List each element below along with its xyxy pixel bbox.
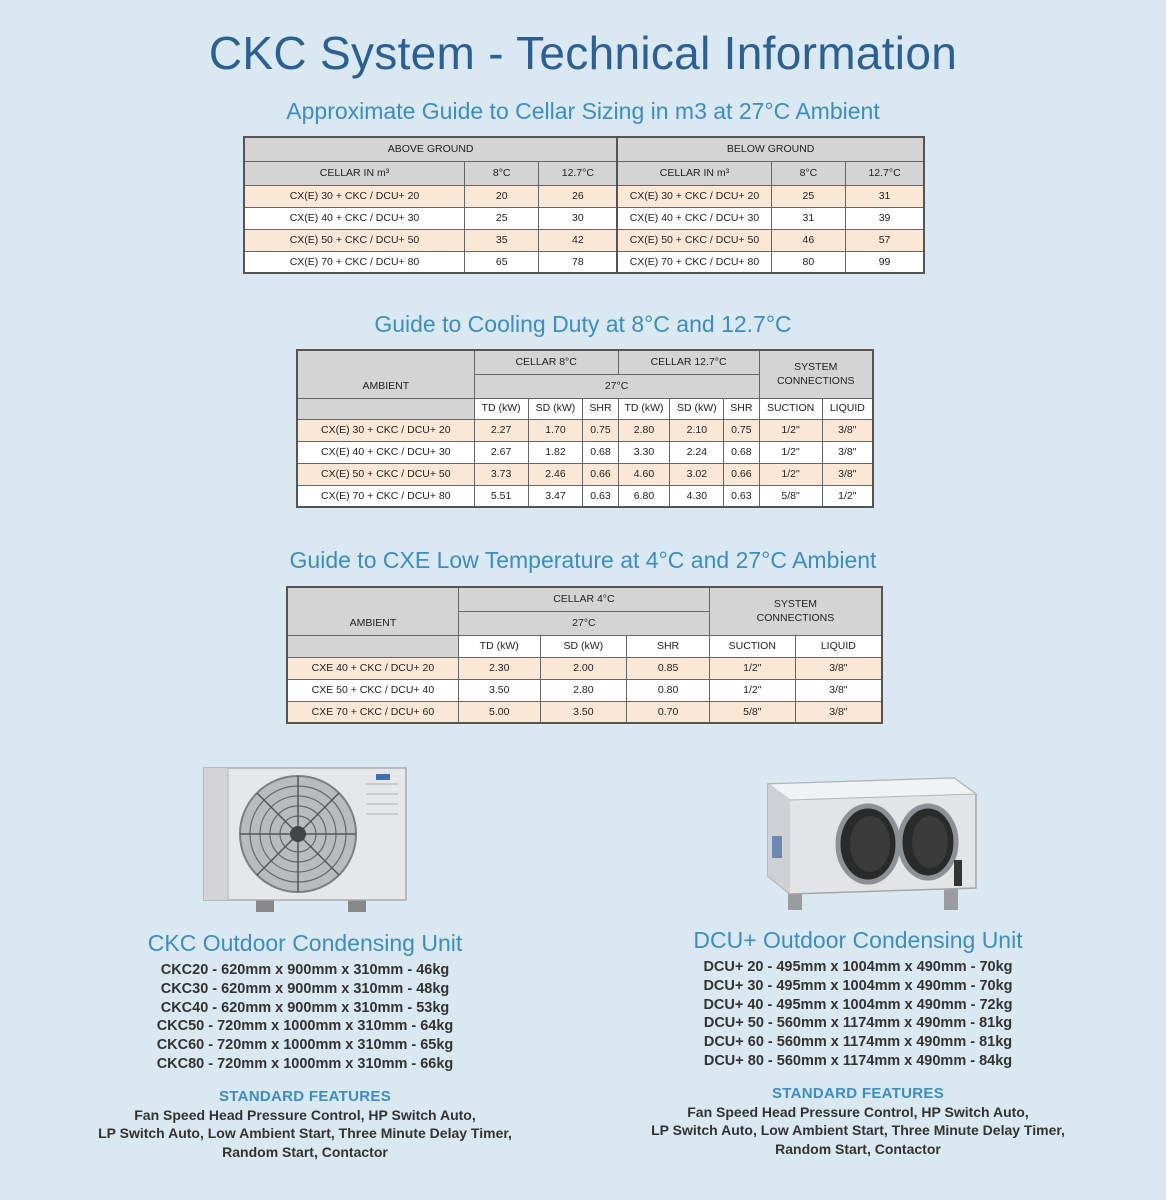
blank-header — [287, 635, 458, 657]
col-header-td: TD (kW) — [474, 398, 528, 419]
table-cell: 4.60 — [618, 463, 670, 485]
col-header-shr: SHR — [724, 398, 759, 419]
dcu-feature-line: Fan Speed Head Pressure Control, HP Switch Auto, — [687, 1103, 1029, 1120]
table-cell: CX(E) 30 + CKC / DCU+ 20 — [617, 185, 771, 207]
table-cell: 2.80 — [618, 419, 670, 441]
ckc-spec-line: CKC30 - 620mm x 900mm x 310mm - 48kg — [160, 980, 450, 997]
table-cell: 1/2" — [759, 463, 822, 485]
col-header-127c: 12.7°C — [846, 161, 924, 185]
table-cell: 0.66 — [583, 463, 618, 485]
col-header-td: TD (kW) — [458, 635, 540, 657]
dcu-spec-line: DCU+ 80 - 560mm x 1174mm x 490mm - 84kg — [703, 1052, 1013, 1069]
dcu-title: DCU+ Outdoor Condensing Unit — [693, 927, 1023, 953]
ambient-temp-header: 27°C — [458, 611, 709, 635]
ckc-spec-line: CKC80 - 720mm x 1000mm x 310mm - 66kg — [156, 1055, 454, 1072]
ckc-features-title: STANDARD FEATURES — [218, 1087, 392, 1105]
table-cell: 6.80 — [618, 485, 670, 507]
table-cell: 3/8" — [822, 441, 873, 463]
col-header-shr: SHR — [627, 635, 710, 657]
col-header-td: TD (kW) — [618, 398, 670, 419]
table-row — [297, 485, 873, 507]
cellar-127c-header: CELLAR 12.7°C — [618, 350, 759, 374]
table-cell: 3.30 — [618, 441, 670, 463]
table-cell: 30 — [539, 207, 617, 229]
table-cell: 42 — [539, 229, 617, 251]
below-ground-header: BELOW GROUND — [617, 137, 924, 161]
table-cell: 0.63 — [724, 485, 759, 507]
sizing-heading: Approximate Guide to Cellar Sizing in m3 at 27°C Ambient — [286, 98, 880, 124]
col-header-cellar: CELLAR IN m³ — [244, 161, 464, 185]
table-cell: 0.75 — [583, 419, 618, 441]
system-label: SYSTEM — [794, 361, 838, 374]
dcu-info — [613, 927, 1103, 1158]
table-cell: CX(E) 30 + CKC / DCU+ 20 — [244, 185, 464, 207]
col-header-suction: SUCTION — [709, 635, 795, 657]
table-cell: 3/8" — [822, 419, 873, 441]
table-cell: 3.47 — [528, 485, 583, 507]
col-header-liquid: LIQUID — [795, 635, 882, 657]
table-cell: 99 — [846, 251, 924, 273]
table-cell: 1/2" — [822, 485, 873, 507]
table-row — [287, 679, 882, 701]
table-row — [244, 185, 924, 207]
table-cell: CX(E) 50 + CKC / DCU+ 50 — [244, 229, 464, 251]
col-header-8c: 8°C — [771, 161, 845, 185]
dcu-unit-image — [764, 776, 984, 914]
table-cell: CX(E) 40 + CKC / DCU+ 30 — [617, 207, 771, 229]
table-row — [244, 229, 924, 251]
dcu-spec-line: DCU+ 60 - 560mm x 1174mm x 490mm - 81kg — [703, 1034, 1013, 1051]
sizing-table — [243, 136, 925, 274]
table-cell: 3.50 — [458, 679, 540, 701]
table-cell: 20 — [464, 185, 538, 207]
col-header-8c: 8°C — [464, 161, 538, 185]
table-cell: 2.80 — [540, 679, 627, 701]
table-row — [287, 701, 882, 723]
table-cell: CX(E) 70 + CKC / DCU+ 80 — [297, 485, 474, 507]
ckc-unit-image — [198, 764, 412, 916]
table-row — [297, 463, 873, 485]
table-cell: 39 — [846, 207, 924, 229]
page-title: CKC System - Technical Information — [208, 27, 958, 79]
dcu-features-title: STANDARD FEATURES — [771, 1084, 945, 1102]
col-header-suction: SUCTION — [759, 398, 822, 419]
ambient-header: AMBIENT — [287, 587, 458, 635]
table-row — [287, 657, 882, 679]
table-cell: CX(E) 30 + CKC / DCU+ 20 — [297, 419, 474, 441]
ckc-spec-line: CKC20 - 620mm x 900mm x 310mm - 46kg — [160, 962, 450, 978]
dcu-spec-line: DCU+ 40 - 495mm x 1004mm x 490mm - 72kg — [703, 996, 1013, 1013]
table-cell: 65 — [464, 251, 538, 273]
table-cell: 4.30 — [670, 485, 724, 507]
system-label: SYSTEM — [773, 598, 818, 611]
table-cell: 25 — [771, 185, 845, 207]
table-cell: CX(E) 50 + CKC / DCU+ 50 — [617, 229, 771, 251]
table-cell: 3/8" — [795, 701, 882, 723]
col-header-cellar: CELLAR IN m³ — [617, 161, 771, 185]
ckc-spec-line: CKC40 - 620mm x 900mm x 310mm - 53kg — [160, 999, 450, 1016]
table-cell: 2.67 — [474, 441, 528, 463]
table-cell: 31 — [771, 207, 845, 229]
table-cell: 0.70 — [627, 701, 710, 723]
table-cell: CXE 70 + CKC / DCU+ 60 — [287, 701, 458, 723]
table-cell: 80 — [771, 251, 845, 273]
col-header-liquid: LIQUID — [822, 398, 873, 419]
col-header-127c: 12.7°C — [539, 161, 617, 185]
system-connections-header — [709, 587, 882, 635]
table-cell: 1/2" — [759, 419, 822, 441]
table-cell: 31 — [846, 185, 924, 207]
ckc-spec-line: CKC50 - 720mm x 1000mm x 310mm - 64kg — [156, 1018, 454, 1035]
table-cell: 46 — [771, 229, 845, 251]
table-cell: 2.46 — [528, 463, 583, 485]
dcu-spec-line: DCU+ 20 - 495mm x 1004mm x 490mm - 70kg — [703, 959, 1013, 975]
ckc-feature-line: Random Start, Contactor — [222, 1143, 388, 1160]
blank-header — [297, 398, 474, 419]
table-cell: 2.24 — [670, 441, 724, 463]
table-cell: 57 — [846, 229, 924, 251]
table-cell: 35 — [464, 229, 538, 251]
cellar-4c-header: CELLAR 4°C — [458, 587, 709, 611]
col-header-shr: SHR — [583, 398, 618, 419]
table-cell: 3/8" — [795, 657, 882, 679]
table-cell: 0.85 — [627, 657, 710, 679]
ckc-info — [60, 930, 550, 1161]
table-cell: CX(E) 70 + CKC / DCU+ 80 — [617, 251, 771, 273]
connections-label: CONNECTIONS — [756, 612, 835, 625]
cellar-8c-header: CELLAR 8°C — [474, 350, 618, 374]
table-row — [244, 251, 924, 273]
table-cell: 3.50 — [540, 701, 627, 723]
ckc-feature-line: Fan Speed Head Pressure Control, HP Switch Auto, — [134, 1106, 476, 1123]
dcu-feature-line: LP Switch Auto, Low Ambient Start, Three Minute Delay Timer, — [651, 1122, 1065, 1139]
above-ground-header: ABOVE GROUND — [244, 137, 617, 161]
table-cell: 2.00 — [540, 657, 627, 679]
table-cell: 0.66 — [724, 463, 759, 485]
table-cell: 1/2" — [759, 441, 822, 463]
table-cell: 3/8" — [795, 679, 882, 701]
table-cell: 0.63 — [583, 485, 618, 507]
table-cell: CX(E) 40 + CKC / DCU+ 30 — [297, 441, 474, 463]
system-connections-header — [759, 350, 873, 398]
table-cell: 3.73 — [474, 463, 528, 485]
cooling-table — [296, 349, 874, 508]
table-cell: 25 — [464, 207, 538, 229]
table-cell: CX(E) 40 + CKC / DCU+ 30 — [244, 207, 464, 229]
table-cell: 0.80 — [627, 679, 710, 701]
table-cell: 0.68 — [583, 441, 618, 463]
dcu-spec-line: DCU+ 30 - 495mm x 1004mm x 490mm - 70kg — [703, 977, 1013, 994]
table-cell: 3/8" — [822, 463, 873, 485]
col-header-sd: SD (kW) — [670, 398, 724, 419]
table-cell: 5/8" — [759, 485, 822, 507]
col-header-sd: SD (kW) — [540, 635, 627, 657]
table-cell: 1.82 — [528, 441, 583, 463]
table-cell: 1/2" — [709, 657, 795, 679]
table-cell: 3.02 — [670, 463, 724, 485]
table-row — [244, 207, 924, 229]
table-cell: CXE 50 + CKC / DCU+ 40 — [287, 679, 458, 701]
ckc-feature-line: LP Switch Auto, Low Ambient Start, Three Minute Delay Timer, — [98, 1125, 512, 1142]
table-cell: 2.27 — [474, 419, 528, 441]
table-cell: 5.00 — [458, 701, 540, 723]
col-header-sd: SD (kW) — [528, 398, 583, 419]
table-cell: 1.70 — [528, 419, 583, 441]
ambient-temp-header: 27°C — [474, 374, 759, 398]
table-row — [297, 419, 873, 441]
dcu-feature-line: Random Start, Contactor — [775, 1140, 941, 1157]
table-cell: 0.68 — [724, 441, 759, 463]
ckc-title: CKC Outdoor Condensing Unit — [147, 930, 463, 956]
ckc-spec-line: CKC60 - 720mm x 1000mm x 310mm - 65kg — [156, 1037, 454, 1054]
table-cell: 2.30 — [458, 657, 540, 679]
table-cell: CX(E) 50 + CKC / DCU+ 50 — [297, 463, 474, 485]
cooling-heading: Guide to Cooling Duty at 8°C and 12.7°C — [374, 311, 792, 337]
table-cell: 26 — [539, 185, 617, 207]
dcu-spec-line: DCU+ 50 - 560mm x 1174mm x 490mm - 81kg — [703, 1015, 1013, 1032]
table-cell: 2.10 — [670, 419, 724, 441]
ambient-header: AMBIENT — [297, 350, 474, 398]
table-row — [297, 441, 873, 463]
table-cell: CX(E) 70 + CKC / DCU+ 80 — [244, 251, 464, 273]
table-cell: CXE 40 + CKC / DCU+ 20 — [287, 657, 458, 679]
connections-label: CONNECTIONS — [776, 375, 855, 388]
table-cell: 1/2" — [709, 679, 795, 701]
lowtemp-heading: Guide to CXE Low Temperature at 4°C and 27°C Ambient — [289, 547, 877, 573]
table-cell: 0.75 — [724, 419, 759, 441]
lowtemp-table — [286, 586, 883, 724]
table-cell: 5.51 — [474, 485, 528, 507]
table-cell: 78 — [539, 251, 617, 273]
table-cell: 5/8" — [709, 701, 795, 723]
